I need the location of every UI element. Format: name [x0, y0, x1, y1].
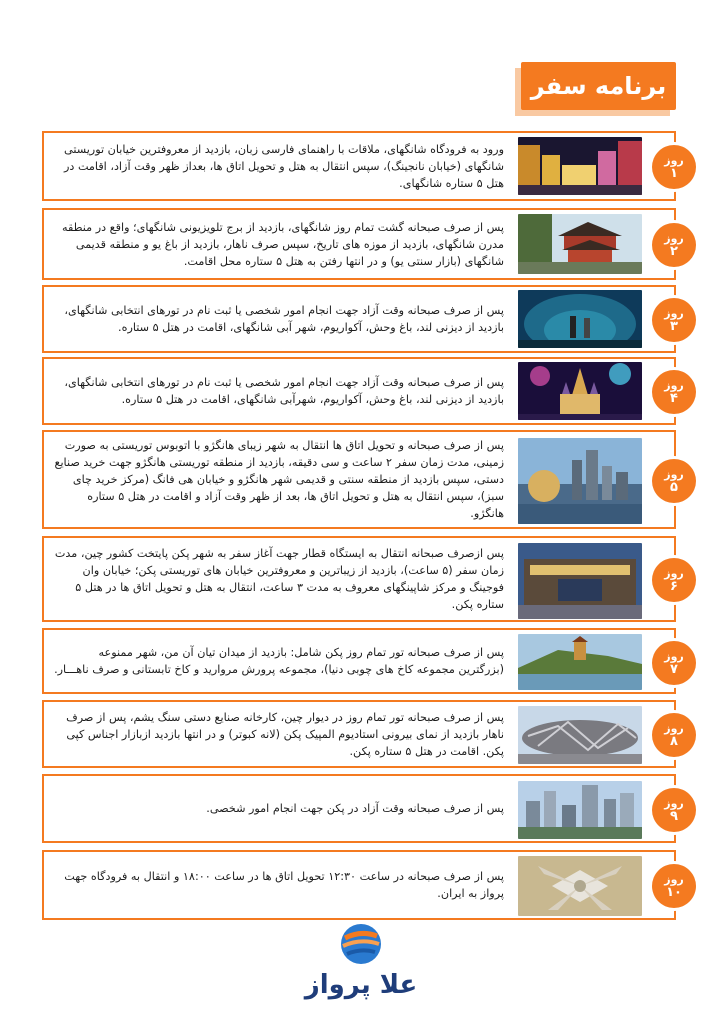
- day-badge: روز ۶: [652, 558, 696, 602]
- day-description: ورود به فرودگاه شانگهای، ملاقات با راهنمای فارسی زبان، بازدید از معروفترین خیابان توریستی شانگهای (خیابان نانجینگ)، سپس انتقال به هتل و تحویل اتاق ها، بعداز ظهر وقت آزاد، اقامت در هتل ۵ ستاره شانگهای.: [64, 142, 504, 190]
- day-badge: روز ۸: [652, 713, 696, 757]
- day-description: پس از صرف صبحانه و تحویل اتاق ها انتقال به شهر زیبای هانگژو با اتوبوس توریستی به صورت زمینی، مدت زمان سفر ۲ ساعت و سی دقیقه، بازدید از منطقه توریستی هانگژو جهت خرید صنایع دستی، سپس بازدید از منطقه سنتی و قدیمی شهر هانگژو و خیابان هی فانگ (مرکز خرید چای سبز)، سپس انتقال به هتل و تحویل اتاق ها، بعد از ظهر وقت آزاد و اقامت در هتل ۵ ستاره هانگژو.: [54, 439, 504, 520]
- birds-nest-stadium-photo: [518, 706, 642, 764]
- day-card-10: [42, 850, 684, 920]
- brand-logo: [302, 922, 420, 1018]
- day-description: پس از صرف صبحانه وقت آزاد جهت انجام امور شخصی یا ثبت نام در تورهای انتخابی شانگهای، بازدید از دیزنی لند، باغ وحش، آکواریوم، شهر آبی شانگهای، اقامت در هتل ۵ ستاره.: [64, 304, 504, 334]
- day-badge: روز ۹: [652, 788, 696, 832]
- day-badge: روز ۴: [652, 370, 696, 414]
- day-card-8: [42, 700, 684, 768]
- daxing-airport-photo: [518, 856, 642, 916]
- page-title-badge: [521, 62, 676, 110]
- day-description: پس ازصرف صبحانه انتقال به ایستگاه قطار جهت آغاز سفر به شهر پکن پایتخت کشور چین، مدت زمان سفر (۵ ساعت)، بازدید از زیباترین و معروفترین خیابان های توریستی پکن؛ خیابان وان فوجینگ و مرکز شاپینگهای معروف به مدت ۳ ساعت، انتقال به هتل و تحویل اتاق ها در هتل ۵ ستاره پکن.: [54, 547, 504, 611]
- beijing-cbd-photo: [518, 781, 642, 839]
- day-card-4: [42, 357, 684, 425]
- day-description: پس از صرف صبحانه گشت تمام روز شانگهای، بازدید از برج تلویزیونی شانگهای؛ واقع در منطقه مدرن شانگهای، بازدید از موزه های تاریخ، سپس صرف ناهار، بازدید از باغ یو و منطقه قدیمی شانگهای (بازار سنتی یو) و در انتها رفتن به هتل ۵ ستاره محل اقامت.: [61, 220, 504, 268]
- day-badge: روز ۳: [652, 298, 696, 342]
- day-badge: روز ۷: [652, 641, 696, 685]
- day-card-7: [42, 628, 684, 694]
- globe-logo-icon: [339, 922, 383, 966]
- brand-name: علا پرواز: [304, 970, 418, 1000]
- day-description: پس از صرف صبحانه وقت آزاد جهت انجام امور شخصی یا ثبت نام در تورهای انتخابی شانگهای، بازدید از دیزنی لند، باغ وحش، آکواریوم، شهرآبی شانگهای، اقامت در هتل ۵ ستاره.: [64, 376, 504, 406]
- disney-castle-fireworks-photo: [518, 362, 642, 420]
- aquarium-tunnel-photo: [518, 290, 642, 348]
- hangzhou-skyline-photo: [518, 438, 642, 524]
- day-card-5: [42, 430, 684, 529]
- page-title: برنامه سفر: [530, 72, 667, 100]
- day-card-1: [42, 131, 684, 201]
- yu-garden-pagoda-photo: [518, 214, 642, 274]
- day-badge: روز ۵: [652, 459, 696, 503]
- day-card-2: [42, 208, 684, 280]
- day-description: پس از صرف صبحانه وقت آزاد در پکن جهت انجام امور شخصی.: [206, 802, 504, 815]
- day-description: پس از صرف صبحانه در ساعت ۱۲:۳۰ تحویل اتاق ها در ساعت ۱۸:۰۰ و انتقال به فرودگاه جهت پرواز به ایران.: [64, 870, 504, 900]
- day-card-9: [42, 774, 684, 843]
- beijing-mall-photo: [518, 543, 642, 619]
- day-card-3: [42, 285, 684, 353]
- day-description: پس از صرف صبحانه تور تمام روز در دیوار چین، کارخانه صنایع دستی سنگ یشم، پس از صرف ناهار بازدید از نمای بیرونی استادیوم المپیک پکن (لانه کبوتر) و در انتها بازدید ازبازار اجناس کپی پکن. اقامت در هتل ۵ ستاره پکن.: [66, 710, 504, 758]
- summer-palace-photo: [518, 634, 642, 690]
- city-night-street-photo: [518, 137, 642, 195]
- day-badge: روز ۱: [652, 145, 696, 189]
- day-card-6: [42, 536, 684, 622]
- day-badge: روز ۱۰: [652, 864, 696, 908]
- day-badge: روز ۲: [652, 223, 696, 267]
- day-description: پس از صرف صبحانه تور تمام روز پکن شامل: بازدید از میدان تیان آن من، شهر ممنوعه (بزرگترین مجموعه کاخ های چوبی دنیا)، مجموعه پرورش مروارید و کاخ تابستانی و صرف ناهـــار.: [54, 646, 504, 676]
